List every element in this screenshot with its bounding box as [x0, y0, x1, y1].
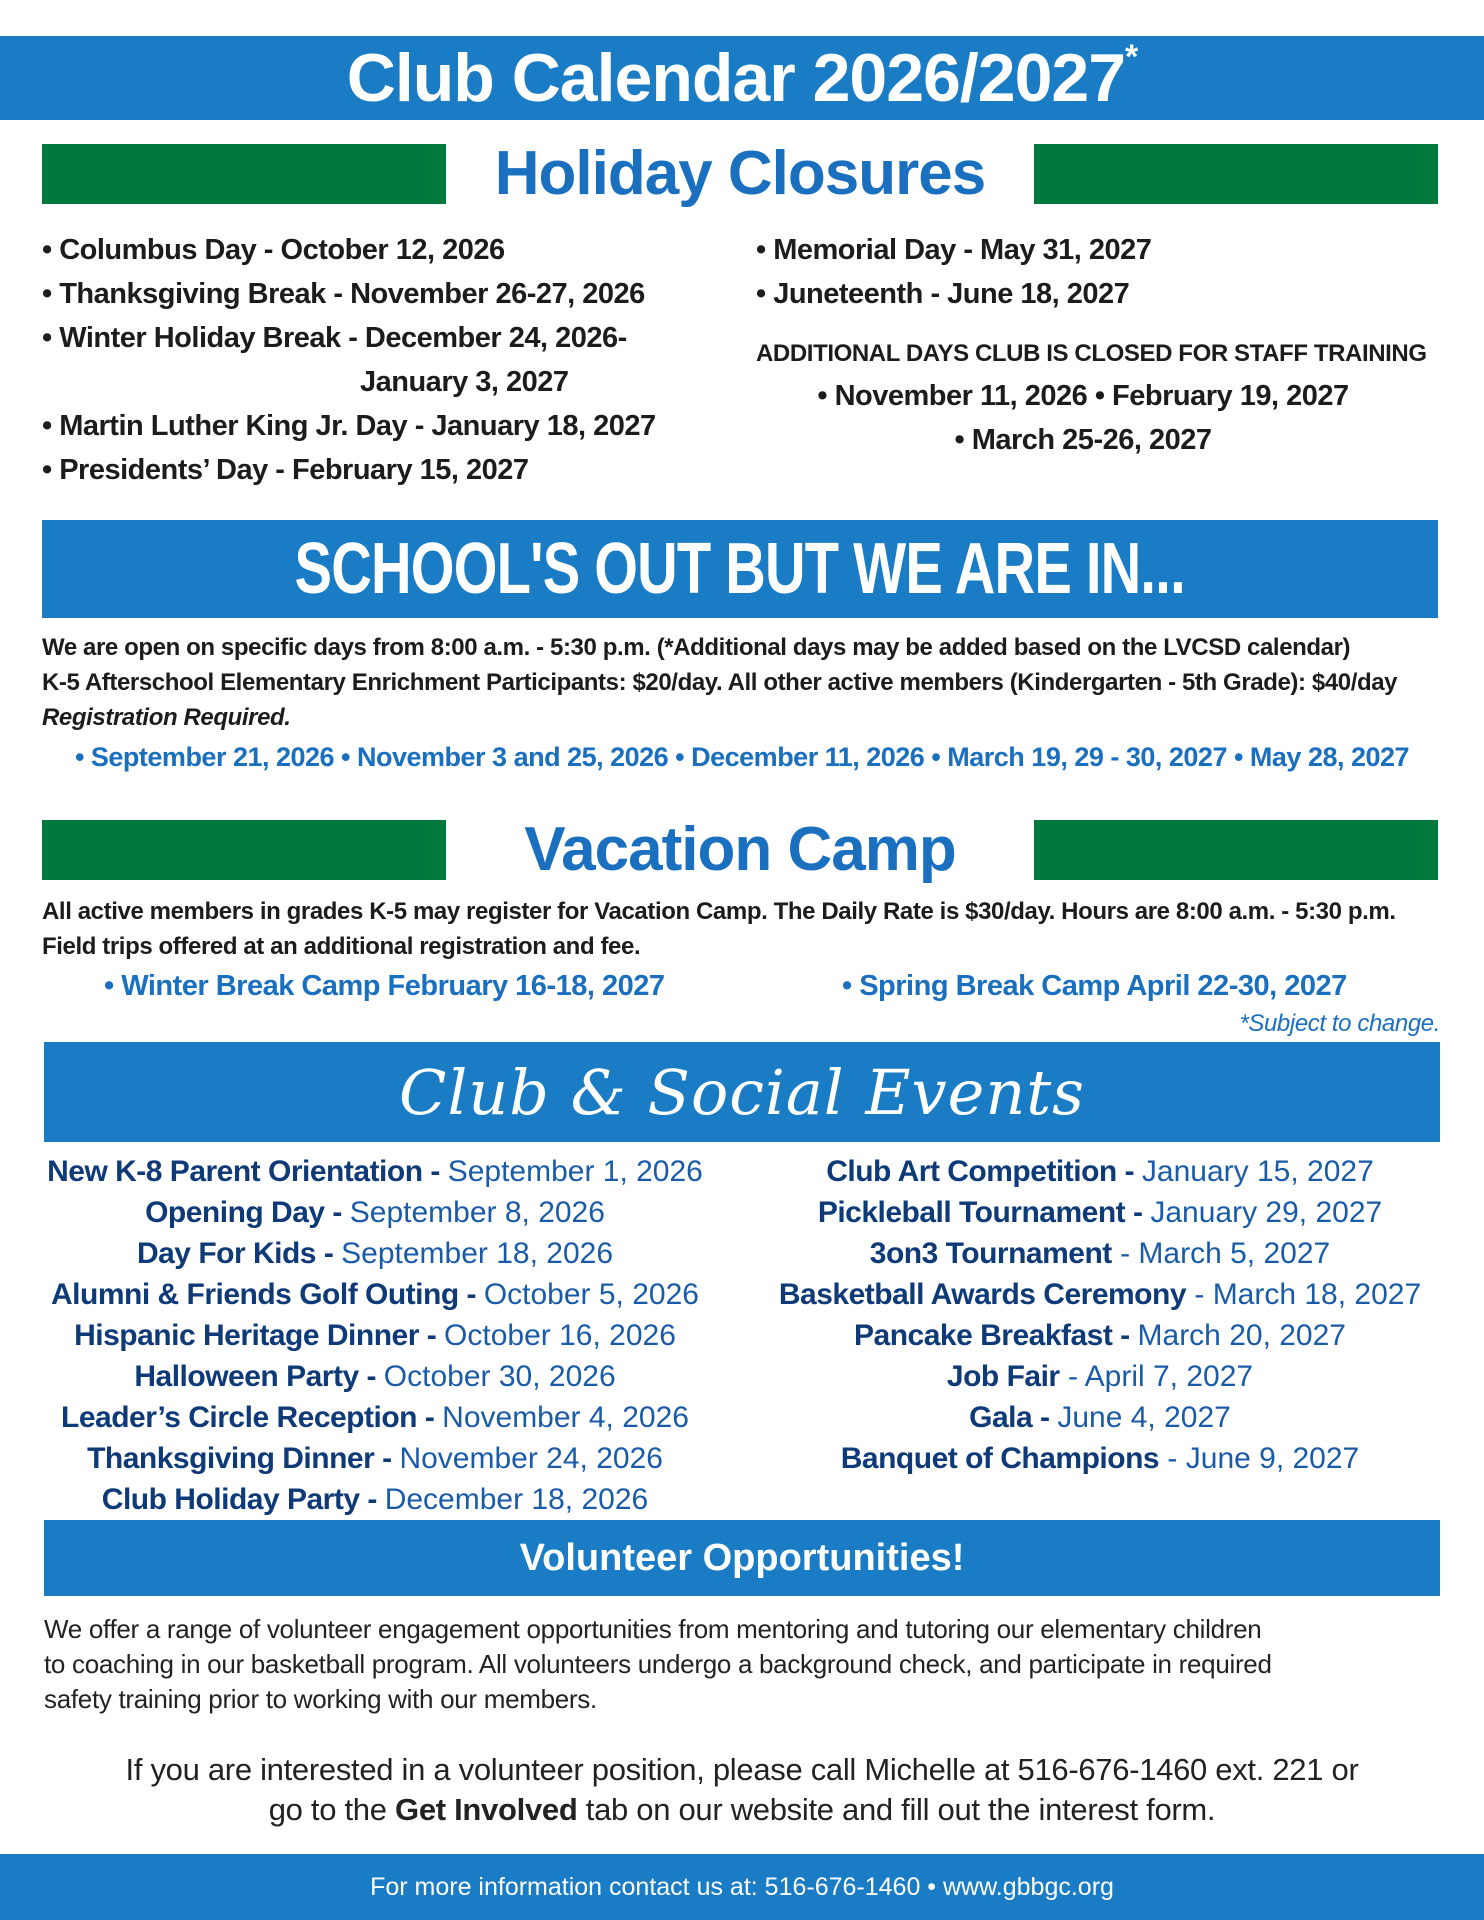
event-item: Gala - June 4, 2027: [969, 1401, 1231, 1434]
winter-break-camp: • Winter Break Camp February 16-18, 2027: [104, 970, 665, 1002]
holiday-list-right: [756, 228, 1446, 316]
holiday-item: • Memorial Day - May 31, 2027: [756, 234, 1152, 266]
volunteer-heading: Volunteer Opportunities!: [519, 1536, 965, 1579]
volunteer-contact-line: If you are interested in a volunteer position, please call Michelle at 516-676-1460 ext. 221 or: [125, 1752, 1359, 1787]
holiday-item: • Columbus Day - October 12, 2026: [42, 234, 505, 266]
event-item: Pickleball Tournament - January 29, 2027: [817, 1196, 1383, 1229]
event-item: Opening Day - September 8, 2026: [145, 1196, 605, 1229]
registration-note: Registration Required.: [42, 704, 291, 731]
get-involved-emphasis: Get Involved: [395, 1792, 578, 1827]
volunteer-description-line: to coaching in our basketball program. All volunteers undergo a background check, and participate in required: [44, 1649, 1272, 1679]
event-item: Day For Kids - September 18, 2026: [136, 1237, 614, 1270]
schools-out-banner: [42, 520, 1438, 618]
volunteer-description: [44, 1612, 1454, 1717]
holiday-item: • Presidents’ Day - February 15, 2027: [42, 454, 529, 486]
title-banner: [0, 36, 1484, 120]
subject-to-change-note: *Subject to change.: [1239, 1010, 1440, 1037]
events-heading: Club & Social Events: [399, 1055, 1085, 1129]
volunteer-contact-line: go to the Get Involved tab on our website and fill out the interest form.: [268, 1792, 1216, 1827]
holiday-item: • Winter Holiday Break - December 24, 2026-: [42, 322, 627, 354]
event-item: Basketball Awards Ceremony - March 18, 2027: [778, 1278, 1422, 1311]
event-item: Job Fair - April 7, 2027: [946, 1360, 1254, 1393]
holiday-item: • Martin Luther King Jr. Day - January 18, 2027: [42, 410, 656, 442]
holiday-list-left: [42, 228, 742, 492]
event-item: New K-8 Parent Orientation - September 1, 2026: [47, 1155, 703, 1188]
holiday-item-continuation: January 3, 2027: [360, 366, 569, 398]
green-divider-right: [1034, 820, 1438, 880]
vacation-camp-info: All active members in grades K-5 may register for Vacation Camp. The Daily Rate is $30/day. Hours are 8:00 a.m. - 5:30 p.m.: [42, 898, 1396, 925]
events-list-left: [20, 1151, 730, 1520]
page-title: Club Calendar 2026/2027*: [346, 38, 1138, 116]
green-divider-left: [42, 820, 446, 880]
events-list-right: [740, 1151, 1460, 1479]
volunteer-contact: [0, 1750, 1484, 1830]
vacation-camp-heading: Vacation Camp: [524, 815, 956, 884]
holiday-closures-heading: Holiday Closures: [494, 139, 986, 208]
event-item: Hispanic Heritage Dinner - October 16, 2026: [74, 1319, 676, 1352]
volunteer-description-line: We offer a range of volunteer engagement opportunities from mentoring and tutoring our elementary children: [44, 1614, 1262, 1644]
staff-training-date-line: • March 25-26, 2027: [954, 424, 1212, 456]
event-item: 3on3 Tournament - March 5, 2027: [869, 1237, 1331, 1270]
event-item: Thanksgiving Dinner - November 24, 2026: [87, 1442, 663, 1475]
holiday-item: • Thanksgiving Break - November 26-27, 2026: [42, 278, 645, 310]
staff-training-date-line: • November 11, 2026 • February 19, 2027: [817, 380, 1349, 412]
vacation-camp-header: [42, 816, 1438, 884]
event-item: Halloween Party - October 30, 2026: [134, 1360, 616, 1393]
schools-out-pricing: K-5 Afterschool Elementary Enrichment Participants: $20/day. All other active members (Kindergarten - 5th Grade): $40/day: [42, 669, 1398, 696]
footer-contact-text: For more information contact us at: 516-676-1460 • www.gbbgc.org: [370, 1872, 1114, 1901]
event-item: Banquet of Champions - June 9, 2027: [840, 1442, 1360, 1475]
event-item: Alumni & Friends Golf Outing - October 5, 2026: [51, 1278, 699, 1311]
title-asterisk: *: [1125, 38, 1138, 76]
event-item: Club Art Competition - January 15, 2027: [826, 1155, 1374, 1188]
green-divider-left: [42, 144, 446, 204]
staff-training-heading: ADDITIONAL DAYS CLUB IS CLOSED FOR STAFF TRAINING: [756, 340, 1427, 367]
volunteer-banner: [44, 1520, 1440, 1596]
volunteer-description-line: safety training prior to working with our members.: [44, 1684, 597, 1714]
event-item: Leader’s Circle Reception - November 4, 2026: [61, 1401, 689, 1434]
vacation-camp-field-trips: Field trips offered at an additional registration and fee.: [42, 933, 641, 960]
events-banner: [44, 1042, 1440, 1142]
spring-break-camp: • Spring Break Camp April 22-30, 2027: [842, 970, 1347, 1002]
schools-out-hours: We are open on specific days from 8:00 a.m. - 5:30 p.m. (*Additional days may be added based on the LVCSD calendar): [42, 634, 1351, 661]
staff-training-dates: [756, 374, 1410, 462]
schools-out-heading: SCHOOL'S OUT BUT WE ARE IN...: [294, 529, 1186, 609]
footer-banner: [0, 1854, 1484, 1920]
holiday-item: • Juneteenth - June 18, 2027: [756, 278, 1130, 310]
event-item: Pancake Breakfast - March 20, 2027: [854, 1319, 1346, 1352]
schools-out-dates: • September 21, 2026 • November 3 and 25, 2026 • December 11, 2026 • March 19, 29 - 30, 2027 • May 28, 2027: [74, 742, 1410, 772]
holiday-closures-header: [42, 140, 1438, 208]
event-item: Club Holiday Party - December 18, 2026: [101, 1483, 649, 1516]
green-divider-right: [1034, 144, 1438, 204]
